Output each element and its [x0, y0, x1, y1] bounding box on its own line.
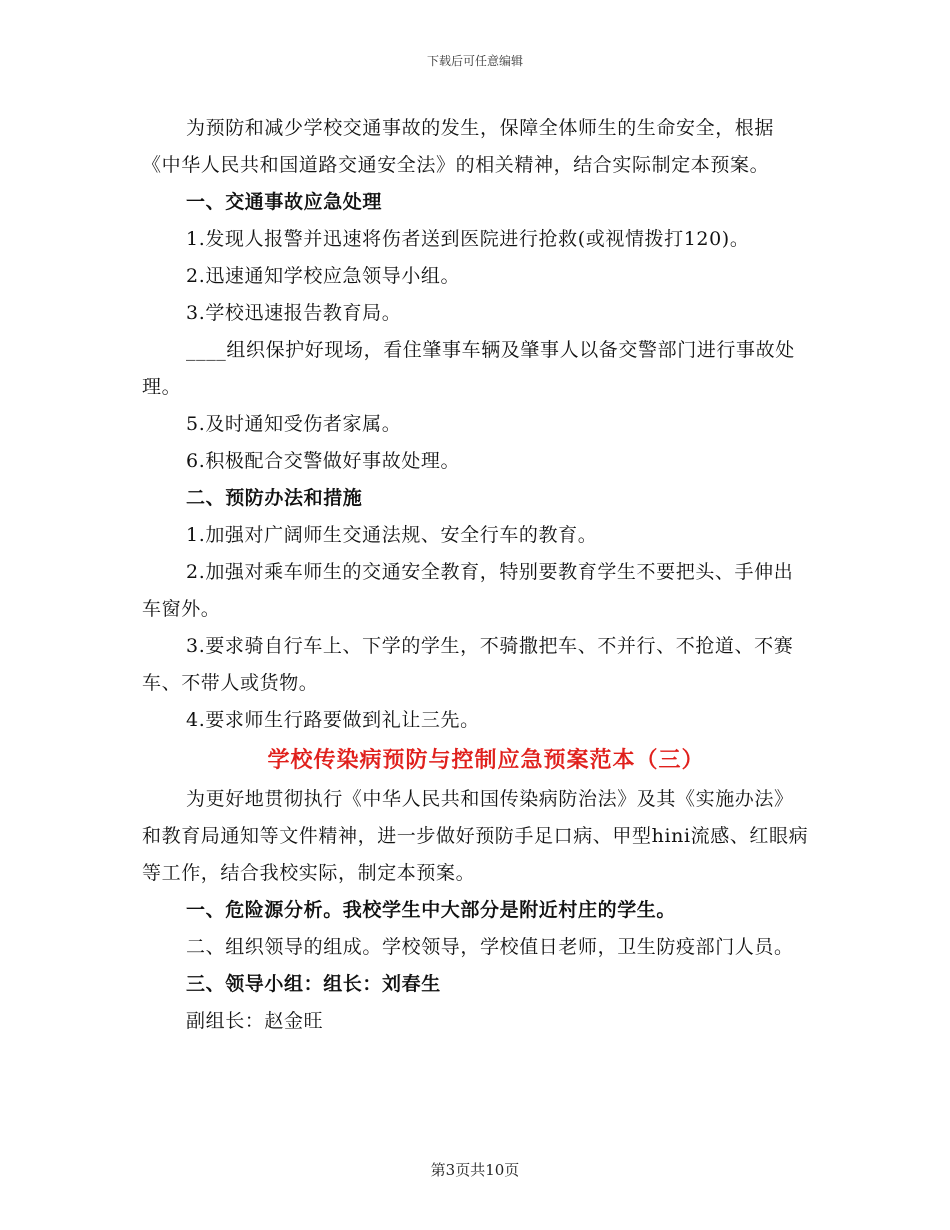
section2-title: 学校传染病预防与控制应急预案范本（三）	[267, 747, 705, 773]
section2-leader-group: 三、领导小组：组长：刘春生	[186, 973, 441, 995]
section2-deputy-leader: 副组长：赵金旺	[186, 1010, 324, 1032]
list-item: 2.加强对乘车师生的交通安全教育，特别要教育学生不要把头、手伸出车窗外。	[142, 561, 794, 620]
list-item: 3.学校迅速报告教育局。	[186, 302, 402, 324]
section2-hazard-analysis: 一、危险源分析。我校学生中大部分是附近村庄的学生。	[186, 899, 677, 921]
section1-heading-emergency: 一、交通事故应急处理	[186, 191, 383, 213]
section1-heading-prevention: 二、预防办法和措施	[186, 487, 363, 509]
list-item: 4.要求师生行路要做到礼让三先。	[186, 709, 480, 731]
list-item: 6.积极配合交警做好事故处理。	[186, 450, 461, 472]
section2-intro: 为更好地贯彻执行《中华人民共和国传染病防治法》及其《实施办法》和教育局通知等文件精神，进一步做好预防手足口病、甲型hini流感、红眼病等工作，结合我校实际，制定本预案。	[142, 788, 809, 884]
list-item: 3.要求骑自行车上、下学的学生，不骑撒把车、不并行、不抢道、不赛车、不带人或货物。	[142, 635, 794, 694]
page-footer: 第3页共10页	[430, 1161, 520, 1179]
document-body	[142, 110, 810, 1040]
page-header: 下载后可任意编辑	[426, 54, 523, 68]
section2-organization: 二、组织领导的组成。学校领导，学校值日老师，卫生防疫部门人员。	[186, 936, 794, 958]
list-item: 1.发现人报警并迅速将伤者送到医院进行抢救(或视情拨打120)。	[186, 228, 750, 250]
list-item: 1.加强对广阔师生交通法规、安全行车的教育。	[186, 524, 598, 546]
list-item: 5.及时通知受伤者家属。	[186, 413, 402, 435]
list-item: 2.迅速通知学校应急领导小组。	[186, 265, 461, 287]
list-item: ____组织保护好现场，看住肇事车辆及肇事人以备交警部门进行事故处理。	[142, 339, 795, 398]
section1-intro: 为预防和减少学校交通事故的发生，保障全体师生的生命安全，根据《中华人民共和国道路交通安全法》的相关精神，结合实际制定本预案。	[142, 117, 775, 176]
